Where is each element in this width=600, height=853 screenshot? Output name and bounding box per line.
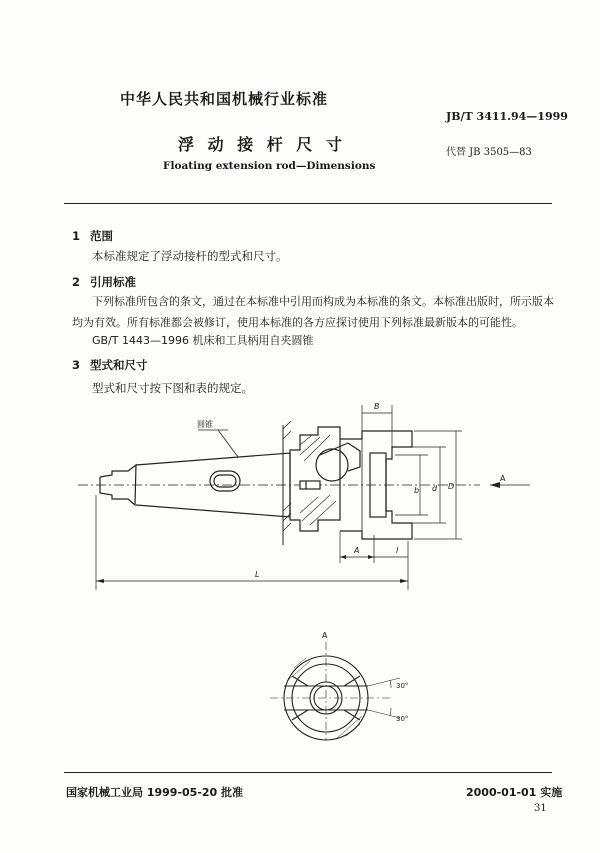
dim-label-b: b <box>414 486 420 495</box>
angle-label-upper: 30° <box>396 682 409 690</box>
view-a-drawing <box>250 628 430 743</box>
standard-number: JB/T 3411.94—1999 <box>446 110 568 123</box>
section-number: 1 <box>72 229 81 243</box>
section-number: 3 <box>72 358 81 372</box>
dim-label-D: D <box>448 482 455 491</box>
dim-label-l: l <box>396 546 399 555</box>
page-number: 31 <box>534 803 547 814</box>
dim-label-A: A <box>354 546 360 555</box>
taper-label: 圆锥 <box>197 420 213 429</box>
section-heading-2 <box>72 274 136 290</box>
section-heading-1 <box>72 228 113 244</box>
implementation-date: 2000-01-01 实施 <box>466 786 563 799</box>
view-a-label: A <box>322 631 328 640</box>
section-number: 2 <box>72 275 81 289</box>
section-3-text: 型式和尺寸按下图和表的规定。 <box>92 381 253 395</box>
dim-label-d: d <box>432 484 438 493</box>
document-title: 浮 动 接 杆 尺 寸 <box>178 135 346 154</box>
dim-label-B: B <box>374 402 380 411</box>
section-title: 引用标准 <box>90 275 136 289</box>
angle-label-lower: 30° <box>396 715 409 723</box>
document-title-english: Floating extension rod—Dimensions <box>163 160 376 172</box>
extension-rod-drawing <box>0 395 600 610</box>
referenced-standard: GB/T 1443—1996 机床和工具柄用自夹圆锥 <box>92 334 314 347</box>
section-title: 范围 <box>90 229 113 243</box>
section-1-text: 本标准规定了浮动接杆的型式和尺寸。 <box>92 249 288 263</box>
dim-label-L: L <box>255 570 260 579</box>
standard-org-title: 中华人民共和国机械行业标准 <box>120 90 329 108</box>
header-divider <box>64 203 552 204</box>
view-arrow-label: A <box>500 474 506 483</box>
replaces-note: 代替 JB 3505—83 <box>446 147 532 158</box>
section-2-para-line-1: 下列标准所包含的条文，通过在本标准中引用而构成为本标准的条文。本标准出版时，所示版本 <box>92 295 554 308</box>
section-heading-3 <box>72 357 148 373</box>
section-2-para-line-2: 均为有效。所有标准都会被修订，使用本标准的各方应探讨使用下列标准最新版本的可能性。 <box>72 316 523 329</box>
section-title: 型式和尺寸 <box>90 358 148 372</box>
approval-info: 国家机械工业局 1999-05-20 批准 <box>66 786 244 799</box>
footer-divider <box>64 772 552 773</box>
